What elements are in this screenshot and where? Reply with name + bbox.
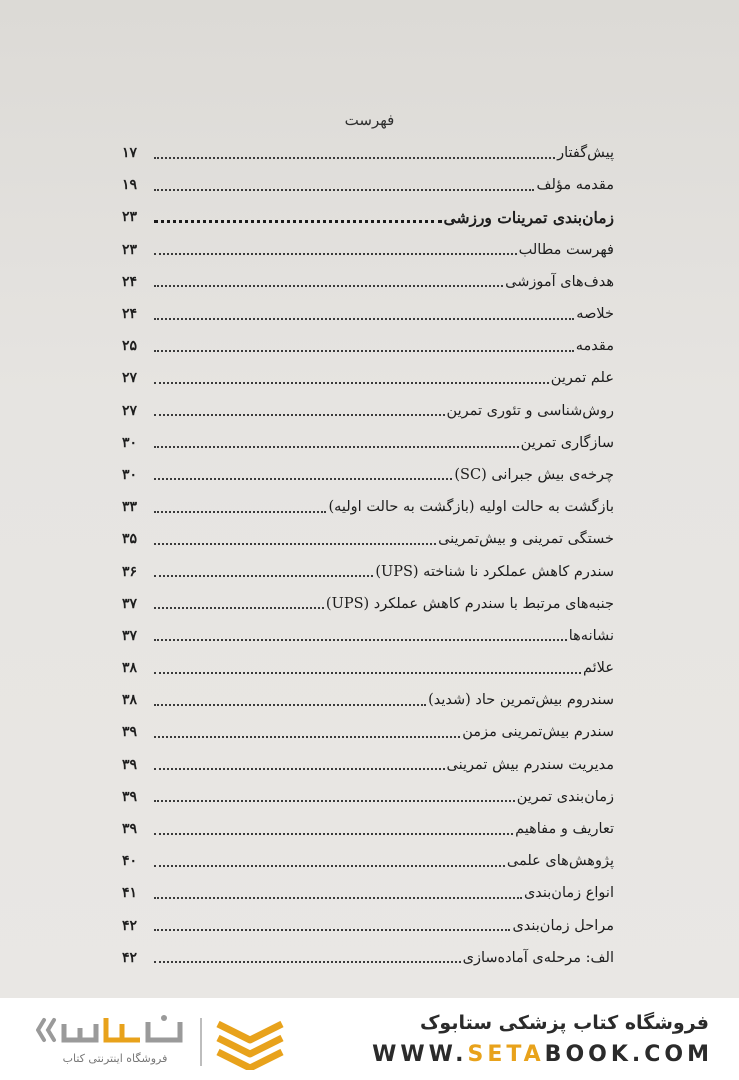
logo-divider xyxy=(200,1018,202,1066)
toc-entry xyxy=(122,588,614,620)
toc-page-number: ۳۷ xyxy=(122,595,138,612)
dot-leader xyxy=(154,864,505,867)
toc-page-number: ۲۵ xyxy=(122,338,138,355)
toc-entry-title: الف: مرحله‌ی آماده‌سازی xyxy=(462,949,614,966)
toc-page-number: ۳۰ xyxy=(122,434,138,451)
toc-entry-title: مقدمه مؤلف xyxy=(536,177,614,194)
toc-entry xyxy=(122,491,614,523)
toc-entry xyxy=(122,169,614,201)
toc-entry xyxy=(122,137,614,169)
dot-leader xyxy=(154,284,503,287)
toc-page-number: ۲۴ xyxy=(122,273,138,290)
toc-entry-title: پیش‌گفتار xyxy=(557,145,614,162)
toc-page-number: ۲۴ xyxy=(122,306,138,323)
dot-leader xyxy=(154,767,445,770)
toc-page-number: ۴۲ xyxy=(122,949,138,966)
toc-entry xyxy=(122,555,614,587)
toc-page-number: ۲۳ xyxy=(122,209,138,226)
dot-leader xyxy=(154,156,555,159)
setabook-wordmark-icon xyxy=(36,1010,186,1050)
toc-entry xyxy=(122,652,614,684)
toc-entry-title: تعاریف و مفاهیم xyxy=(515,821,614,838)
dot-leader xyxy=(154,510,326,513)
logo-tagline: فروشگاه اینترنتی کتاب xyxy=(62,1052,168,1065)
dot-leader xyxy=(154,671,581,674)
toc-page-number: ۱۹ xyxy=(122,177,138,194)
dot-leader xyxy=(154,252,517,255)
toc-entry-title: فهرست مطالب xyxy=(518,241,614,258)
toc-entry-title: زمان‌بندی تمرین xyxy=(516,788,614,805)
toc-entry xyxy=(122,266,614,298)
toc-page-number: ۳۹ xyxy=(122,821,138,838)
toc-entry-title: جنبه‌های مرتبط با سندرم کاهش عملکرد (UPS) xyxy=(325,595,614,612)
toc-entry-title: زمان‌بندی تمرینات ورزشی xyxy=(443,207,614,227)
toc-entry-title: علم تمرین xyxy=(550,370,614,387)
dot-leader xyxy=(154,960,461,963)
toc-page-number: ۲۷ xyxy=(122,402,138,419)
dot-leader xyxy=(154,219,442,223)
toc-page-number: ۳۸ xyxy=(122,660,138,677)
toc-entry-title: مدیریت سندرم بیش تمرینی xyxy=(446,756,614,773)
toc-page-number: ۳۵ xyxy=(122,531,138,548)
toc-entry-title: انواع زمان‌بندی xyxy=(523,885,614,902)
toc-list xyxy=(122,137,614,974)
toc-page-number: ۳۹ xyxy=(122,788,138,805)
dot-leader xyxy=(154,928,510,931)
toc-entry-title: خلاصه xyxy=(576,306,614,323)
toc-entry-title: نشانه‌ها xyxy=(568,627,614,644)
toc-chapter-entry xyxy=(122,201,614,233)
toc-entry-title: سازگاری تمرین xyxy=(520,434,614,451)
book-stack-logo-icon xyxy=(210,1014,290,1070)
toc-entry xyxy=(122,813,614,845)
toc-page-number: ۳۹ xyxy=(122,756,138,773)
toc-page-number: ۳۹ xyxy=(122,724,138,741)
url-suffix: BOOK.COM xyxy=(544,1042,713,1067)
toc-page-number: ۳۸ xyxy=(122,692,138,709)
dot-leader xyxy=(154,477,452,480)
toc-entry xyxy=(122,910,614,942)
toc-page-number: ۴۰ xyxy=(122,853,138,870)
dot-leader xyxy=(154,735,460,738)
store-url[interactable] xyxy=(333,1042,713,1067)
toc-entry xyxy=(122,781,614,813)
dot-leader xyxy=(154,542,436,545)
dot-leader xyxy=(154,896,522,899)
toc-page-number: ۲۳ xyxy=(122,241,138,258)
dot-leader xyxy=(154,703,426,706)
toc-entry-title: خستگی تمرینی و بیش‌تمرینی xyxy=(438,531,614,548)
toc-entry xyxy=(122,877,614,909)
toc-page-number: ۳۶ xyxy=(122,563,138,580)
toc-entry-title: چرخه‌ی بیش جبرانی (SC) xyxy=(454,466,614,483)
dot-leader xyxy=(154,638,567,641)
store-banner xyxy=(0,998,739,1080)
url-highlight: SETA xyxy=(467,1042,545,1067)
toc-title: فهرست xyxy=(344,111,395,129)
toc-entry-title: سندرم بیش‌تمرینی مزمن xyxy=(462,724,614,741)
toc-page-number: ۲۷ xyxy=(122,370,138,387)
dot-leader xyxy=(154,349,574,352)
toc-entry xyxy=(122,395,614,427)
toc-entry xyxy=(122,845,614,877)
toc-entry-title: هدف‌های آموزشی xyxy=(505,273,614,290)
dot-leader xyxy=(154,799,515,802)
dot-leader xyxy=(154,413,445,416)
toc-entry xyxy=(122,942,614,974)
toc-entry xyxy=(122,684,614,716)
toc-entry-title: سندروم بیش‌تمرین حاد (شدید) xyxy=(428,692,614,709)
toc-entry-title: علائم xyxy=(583,660,614,677)
toc-entry xyxy=(122,620,614,652)
dot-leader xyxy=(154,606,324,609)
toc-entry xyxy=(122,234,614,266)
toc-page-number: ۱۷ xyxy=(122,145,138,162)
toc-entry-title: بازگشت به حالت اولیه (بازگشت به حالت اولیه) xyxy=(328,499,614,516)
toc-entry xyxy=(122,330,614,362)
toc-entry-title: سندرم کاهش عملکرد نا شناخته (UPS) xyxy=(375,563,614,580)
toc-entry-title: مقدمه xyxy=(575,338,614,355)
toc-entry-title: روش‌شناسی و تئوری تمرین xyxy=(446,402,614,419)
dot-leader xyxy=(154,574,373,577)
toc-entry-title: مراحل زمان‌بندی xyxy=(512,917,614,934)
toc-entry xyxy=(122,427,614,459)
dot-leader xyxy=(154,381,549,384)
toc-entry xyxy=(122,523,614,555)
toc-entry xyxy=(122,362,614,394)
toc-entry xyxy=(122,716,614,748)
url-prefix: WWW. xyxy=(372,1042,468,1067)
toc-page-number: ۳۰ xyxy=(122,466,138,483)
toc-page-number: ۴۲ xyxy=(122,917,138,934)
dot-leader xyxy=(154,188,534,191)
toc-entry xyxy=(122,459,614,491)
dot-leader xyxy=(154,832,513,835)
store-name: فروشگاه کتاب پزشکی ستابوک xyxy=(419,1012,709,1034)
toc-entry-title: پژوهش‌های علمی xyxy=(506,853,614,870)
toc-entry xyxy=(122,749,614,781)
toc-page-number: ۳۳ xyxy=(122,499,138,516)
toc-page-number: ۴۱ xyxy=(122,885,138,902)
toc-page-number: ۳۷ xyxy=(122,627,138,644)
toc-entry xyxy=(122,298,614,330)
dot-leader xyxy=(154,317,574,320)
dot-leader xyxy=(154,445,519,448)
